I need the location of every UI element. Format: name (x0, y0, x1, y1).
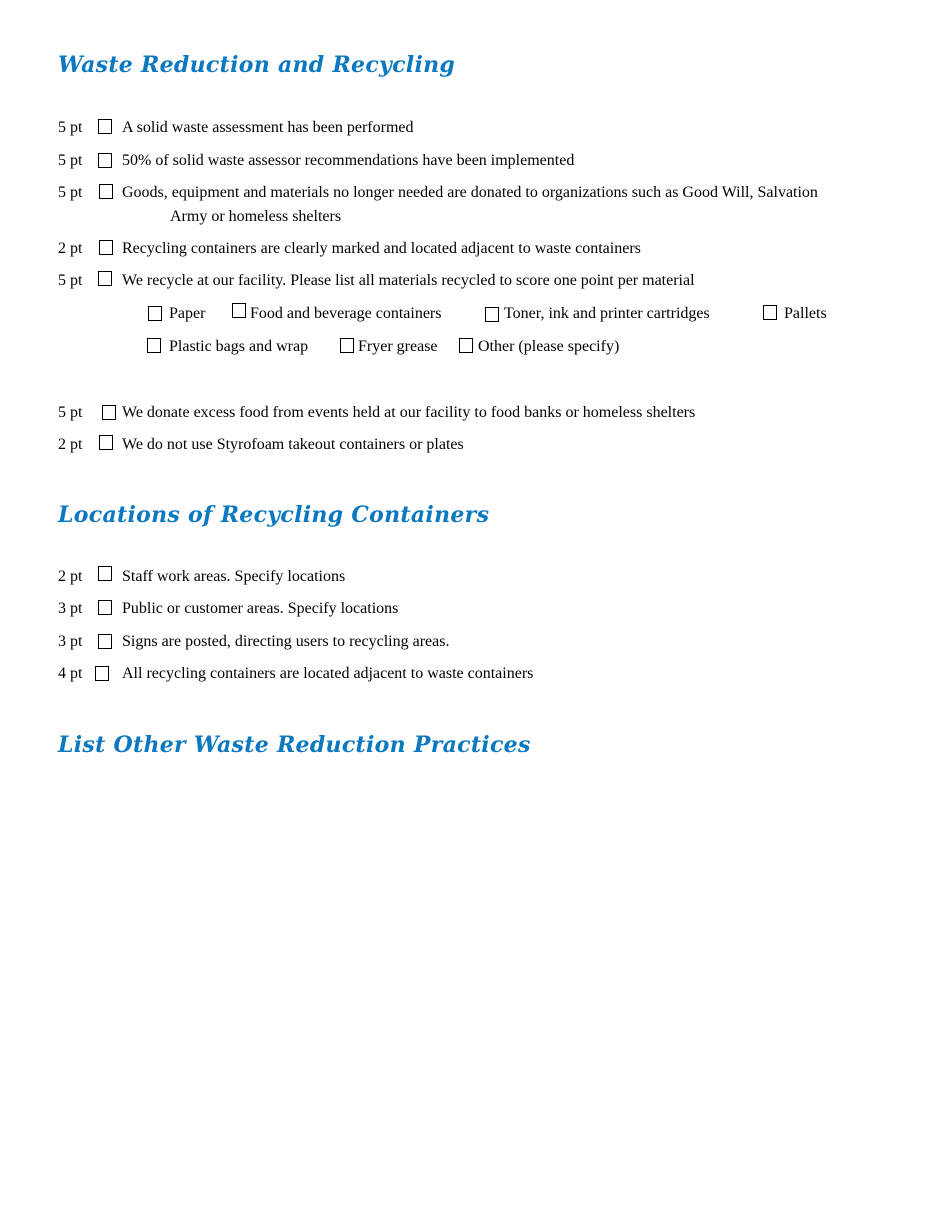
checkbox[interactable] (98, 153, 112, 168)
points-label: 5 pt (58, 152, 83, 169)
checkbox[interactable] (340, 338, 354, 353)
points-label: 2 pt (58, 240, 83, 257)
checkbox[interactable] (98, 600, 112, 615)
checkbox[interactable] (98, 271, 112, 286)
item-text: We donate excess food from events held at our facility to food banks or homeless shelters (122, 404, 696, 421)
checkbox[interactable] (232, 303, 246, 318)
points-label: 4 pt (58, 665, 83, 682)
checkbox[interactable] (148, 306, 162, 321)
item-text: Staff work areas. Specify locations (122, 568, 346, 585)
points-label: 5 pt (58, 404, 83, 421)
points-label: 5 pt (58, 272, 83, 289)
checkbox[interactable] (485, 307, 499, 322)
checkbox[interactable] (98, 119, 112, 134)
item-text: We do not use Styrofoam takeout containers or plates (122, 436, 464, 453)
points-label: 3 pt (58, 633, 83, 650)
checkbox[interactable] (147, 338, 161, 353)
item-text: Recycling containers are clearly marked and located adjacent to waste containers (122, 240, 641, 257)
points-label: 2 pt (58, 568, 83, 585)
option-label: Toner, ink and printer cartridges (504, 305, 710, 322)
option-label: Pallets (784, 305, 827, 322)
checkbox[interactable] (459, 338, 473, 353)
points-label: 3 pt (58, 600, 83, 617)
option-label: Other (please specify) (478, 338, 620, 355)
item-text: 50% of solid waste assessor recommendations have been implemented (122, 152, 575, 169)
item-text: All recycling containers are located adjacent to waste containers (122, 665, 534, 682)
checkbox[interactable] (98, 566, 112, 581)
option-label: Fryer grease (358, 338, 438, 355)
checkbox[interactable] (763, 305, 777, 320)
item-text: We recycle at our facility. Please list all materials recycled to score one point per material (122, 272, 695, 289)
points-label: 5 pt (58, 184, 83, 201)
section-title-other-practices: List Other Waste Reduction Practices (58, 732, 531, 758)
item-text (122, 183, 882, 227)
option-label: Plastic bags and wrap (169, 338, 309, 355)
item-text: Public or customer areas. Specify locations (122, 600, 399, 617)
option-label: Paper (169, 305, 206, 322)
checkbox[interactable] (102, 405, 116, 420)
checkbox[interactable] (98, 634, 112, 649)
item-text: A solid waste assessment has been performed (122, 119, 414, 136)
points-label: 5 pt (58, 119, 83, 136)
option-label: Food and beverage containers (250, 305, 442, 322)
checkbox[interactable] (99, 435, 113, 450)
item-text: Signs are posted, directing users to recycling areas. (122, 633, 450, 650)
checkbox[interactable] (95, 666, 109, 681)
section-title-locations: Locations of Recycling Containers (58, 502, 490, 528)
points-label: 2 pt (58, 436, 83, 453)
checkbox[interactable] (99, 184, 113, 199)
item-text-line-2: Army or homeless shelters (170, 208, 342, 225)
item-text-line-1: Goods, equipment and materials no longer needed are donated to organizations such as Good Will, Salvation (122, 184, 818, 201)
checkbox[interactable] (99, 240, 113, 255)
section-title-waste-reduction: Waste Reduction and Recycling (58, 52, 456, 78)
